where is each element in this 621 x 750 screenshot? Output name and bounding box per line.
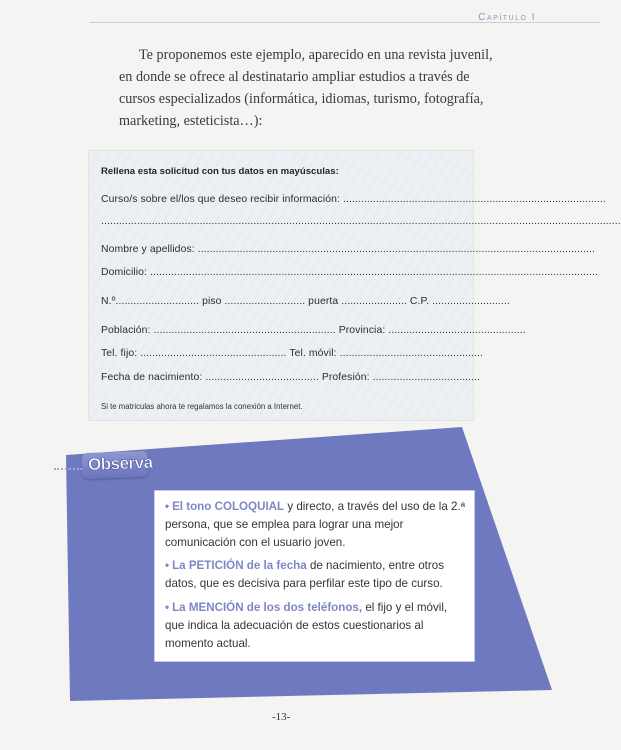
form-field-birthdate-profession: Fecha de nacimiento: ...................................... Profesión: .................................... (101, 372, 481, 383)
application-form (89, 151, 621, 420)
form-field-town-province: Población: ............................................................. Provincia: .............................................. (101, 325, 526, 336)
intro-paragraph: Te proponemos este ejemplo, aparecido en una revista juvenil, en donde se ofrece al destinatario ampliar estudios a través de cursos especializados (informática, idiomas, turismo, fotografía, marketing, esteticista…): (119, 47, 493, 129)
chapter-header: Capítulo I (478, 12, 536, 23)
observa-item-text: el fijo y el móvil, que indica la adecuación de estos cuestionarios al momento actual. (165, 601, 448, 650)
form-field-course: Curso/s sobre el/los que deseo recibir información: ........................................................................................ (101, 194, 606, 205)
bullet-icon: • (165, 500, 170, 513)
form-field-name: Nombre y apellidos: ..................................................................................................................................... (101, 244, 595, 255)
form-title: Rellena esta solicitud con tus datos en mayúsculas: (101, 166, 339, 177)
observa-item (165, 599, 468, 653)
observa-label: Observa (87, 452, 153, 475)
bullet-icon: • (165, 559, 170, 572)
form-field-address: Domicilio: ...................................................................................................................................................... (101, 267, 599, 278)
observa-notes-card (155, 491, 474, 661)
observa-item-highlight: La MENCIÓN de los dos teléfonos, (172, 601, 363, 614)
observa-item-highlight: El tono COLOQUIAL (172, 500, 285, 513)
form-field-course-continued: .............................................................................................................................................................................. (101, 216, 621, 227)
observa-dotted-leader (54, 468, 82, 470)
form-field-phones: Tel. fijo: ................................................. Tel. móvil: ................................................ (101, 348, 484, 359)
form-field-number-floor-door-zip: N.º............................ piso ........................... puerta ...................... C.P. .......................... (101, 296, 510, 307)
observa-item-highlight: La PETICIÓN de la fecha (172, 559, 307, 572)
observa-item-text: de nacimiento, entre otros datos, que es decisiva para perfilar este tipo de curso. (165, 559, 444, 590)
page-number: -13- (272, 711, 291, 723)
observa-item (165, 498, 468, 552)
bullet-icon: • (165, 601, 170, 614)
observa-item-text: y directo, a través del uso de la 2.ª persona, que se emplea para lograr una mejor comunicación con el usuario joven. (165, 500, 465, 549)
form-note: Si te matriculas ahora te regalamos la conexión a Internet. (101, 402, 303, 411)
observa-item (165, 557, 468, 593)
